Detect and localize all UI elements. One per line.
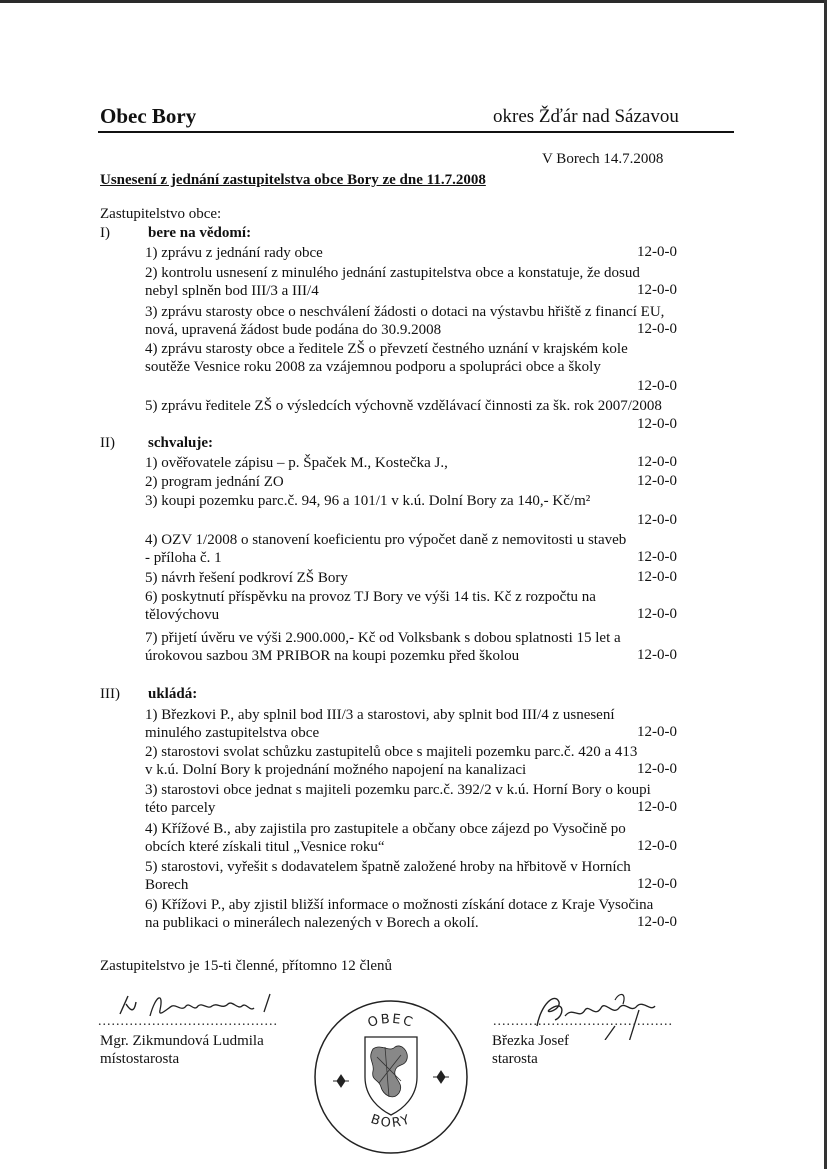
item-line: obcích které získali titul „Vesnice roku“ (145, 839, 385, 856)
item-line: 1) zprávu z jednání rady obce (145, 245, 323, 261)
district-name: okres Žďár nad Sázavou (493, 106, 679, 127)
municipal-stamp (311, 997, 471, 1157)
stamp-star-left-icon (333, 1075, 349, 1087)
section-title: ukládá: (148, 686, 198, 702)
vote-result: 12-0-0 (637, 282, 677, 298)
section-title: bere na vědomí: (148, 225, 252, 241)
vote-result: 12-0-0 (637, 321, 677, 337)
stamp-star-right-icon (433, 1071, 449, 1083)
vote-result: 12-0-0 (637, 549, 677, 565)
item-line: úrokovou sazbou 3M PRIBOR na koupi pozemku před školou (145, 648, 520, 665)
item-line: nebyl splněn bod III/3 a III/4 (145, 283, 319, 300)
item-line: 4) Křížové B., aby zajistila pro zastupitele a občany obce zájezd po Vysočině po (145, 821, 626, 837)
section-title-text: ukládá (148, 686, 193, 702)
left-signer-role: místostarosta (100, 1051, 180, 1067)
right-signature-dots: ........................................ (493, 1014, 673, 1029)
item-line: 2) starostovi svolat schůzku zastupitelů obce s majiteli pozemku parc.č. 420 a 413 (145, 744, 638, 760)
item-line: 5) zprávu ředitele ZŠ o výsledcích výchovně vzdělávací činnosti za šk. rok 2007/2008 (145, 398, 662, 414)
item-line: v k.ú. Dolní Bory k projednání možného napojení na kanalizaci (145, 762, 527, 779)
vote-result: 12-0-0 (637, 454, 677, 470)
item-line: 1) Březkovi P., aby splnil bod III/3 a starostovi, aby splnit bod III/4 z usnesení (145, 707, 615, 723)
item-line: 4) OZV 1/2008 o stanovení koeficientu pro výpočet daně z nemovitosti u staveb (145, 532, 627, 548)
item-line: soutěže Vesnice roku 2008 za vzájemnou podporu a spolupráci obce a školy (145, 359, 601, 376)
item-line: 3) starostovi obce jednat s majiteli pozemku parc.č. 392/2 v k.ú. Horní Bory o koupi (145, 782, 651, 798)
scan-edge-top (0, 0, 827, 3)
resolution-item (145, 340, 730, 376)
item-line: 4) zprávu starosty obce a ředitele ZŠ o převzetí čestného uznání v krajském kole (145, 341, 628, 357)
item-line: 6) poskytnutí příspěvku na provoz TJ Bory ve výši 14 tis. Kč z rozpočtu na (145, 589, 596, 605)
item-line: 1) ověřovatele zápisu – p. Špaček M., Kostečka J., (145, 455, 448, 471)
resolution-item (145, 492, 730, 510)
item-line: nová, upravená žádost bude podána do 30.9.2008 (145, 322, 442, 339)
left-signature-dots: ........................................ (98, 1014, 278, 1029)
resolution-item (145, 397, 730, 415)
right-signer-name: Březka Josef (492, 1033, 570, 1049)
left-signer-name: Mgr. Zikmundová Ludmila (100, 1033, 264, 1049)
item-line: na publikaci o minerálech nalezených v Borech a okolí. (145, 915, 479, 932)
date-line: V Borech 14.7.2008 (542, 151, 664, 167)
item-line: - příloha č. 1 (145, 550, 222, 567)
item-line: této parcely (145, 800, 216, 817)
vote-result: 12-0-0 (637, 724, 677, 740)
section-number: III) (100, 686, 120, 702)
vote-result: 12-0-0 (637, 761, 677, 777)
vote-result: 12-0-0 (637, 244, 677, 260)
intro-text: Zastupitelstvo obce: (100, 206, 222, 222)
right-signer-block (492, 1032, 569, 1068)
item-line: 6) Křížovi P., aby zjistil bližší informace o možnosti získání dotace z Kraje Vysočina (145, 897, 654, 913)
vote-result: 12-0-0 (637, 606, 677, 622)
vote-result: 12-0-0 (637, 378, 677, 394)
section-title-text: schvaluje (148, 435, 208, 451)
vote-result: 12-0-0 (637, 838, 677, 854)
item-line: minulého zastupitelstva obce (145, 725, 320, 742)
right-signer-role: starosta (492, 1051, 538, 1067)
vote-result: 12-0-0 (637, 569, 677, 585)
stamp-top-text: OBEC (366, 1011, 417, 1032)
vote-result: 12-0-0 (637, 416, 677, 432)
section-title: schvaluje: (148, 435, 213, 451)
item-line: 5) návrh řešení podkroví ZŠ Bory (145, 570, 348, 586)
item-line: Borech (145, 877, 189, 894)
coat-of-arms-icon (365, 1037, 417, 1115)
section-number: I) (100, 225, 110, 241)
document-title: Usnesení z jednání zastupitelstva obce Bory ze dne 11.7.2008 (100, 172, 486, 188)
item-line: 2) kontrolu usnesení z minulého jednání zastupitelstva obce a konstatuje, že dosud (145, 265, 640, 281)
section-title-text: bere na vědomí (148, 225, 247, 241)
item-line: 3) zprávu starosty obce o neschválení žádosti o dotaci na výstavbu hřiště z financí EU, (145, 304, 665, 320)
item-line: 2) program jednání ZO (145, 474, 284, 490)
left-signer-block (100, 1032, 264, 1068)
item-line: 3) koupi pozemku parc.č. 94, 96 a 101/1 v k.ú. Dolní Bory za 140,- Kč/m² (145, 493, 591, 509)
stamp-bottom-text: BORY (368, 1112, 414, 1132)
vote-result: 12-0-0 (637, 512, 677, 528)
municipality-name: Obec Bory (100, 104, 197, 128)
item-line: 7) přijetí úvěru ve výši 2.900.000,- Kč od Volksbank s dobou splatnosti 15 let a (145, 630, 621, 646)
attendance-note: Zastupitelstvo je 15-ti členné, přítomno 12 členů (100, 958, 393, 974)
vote-result: 12-0-0 (637, 914, 677, 930)
vote-result: 12-0-0 (637, 799, 677, 815)
vote-result: 12-0-0 (637, 473, 677, 489)
header-rule (98, 131, 734, 133)
item-line: 5) starostovi, vyřešit s dodavatelem špatně založené hroby na hřbitově v Horních (145, 859, 631, 875)
vote-result: 12-0-0 (637, 876, 677, 892)
vote-result: 12-0-0 (637, 647, 677, 663)
section-number: II) (100, 435, 115, 451)
item-line: tělovýchovu (145, 607, 220, 624)
svg-text:OBEC (366, 1012, 416, 1031)
